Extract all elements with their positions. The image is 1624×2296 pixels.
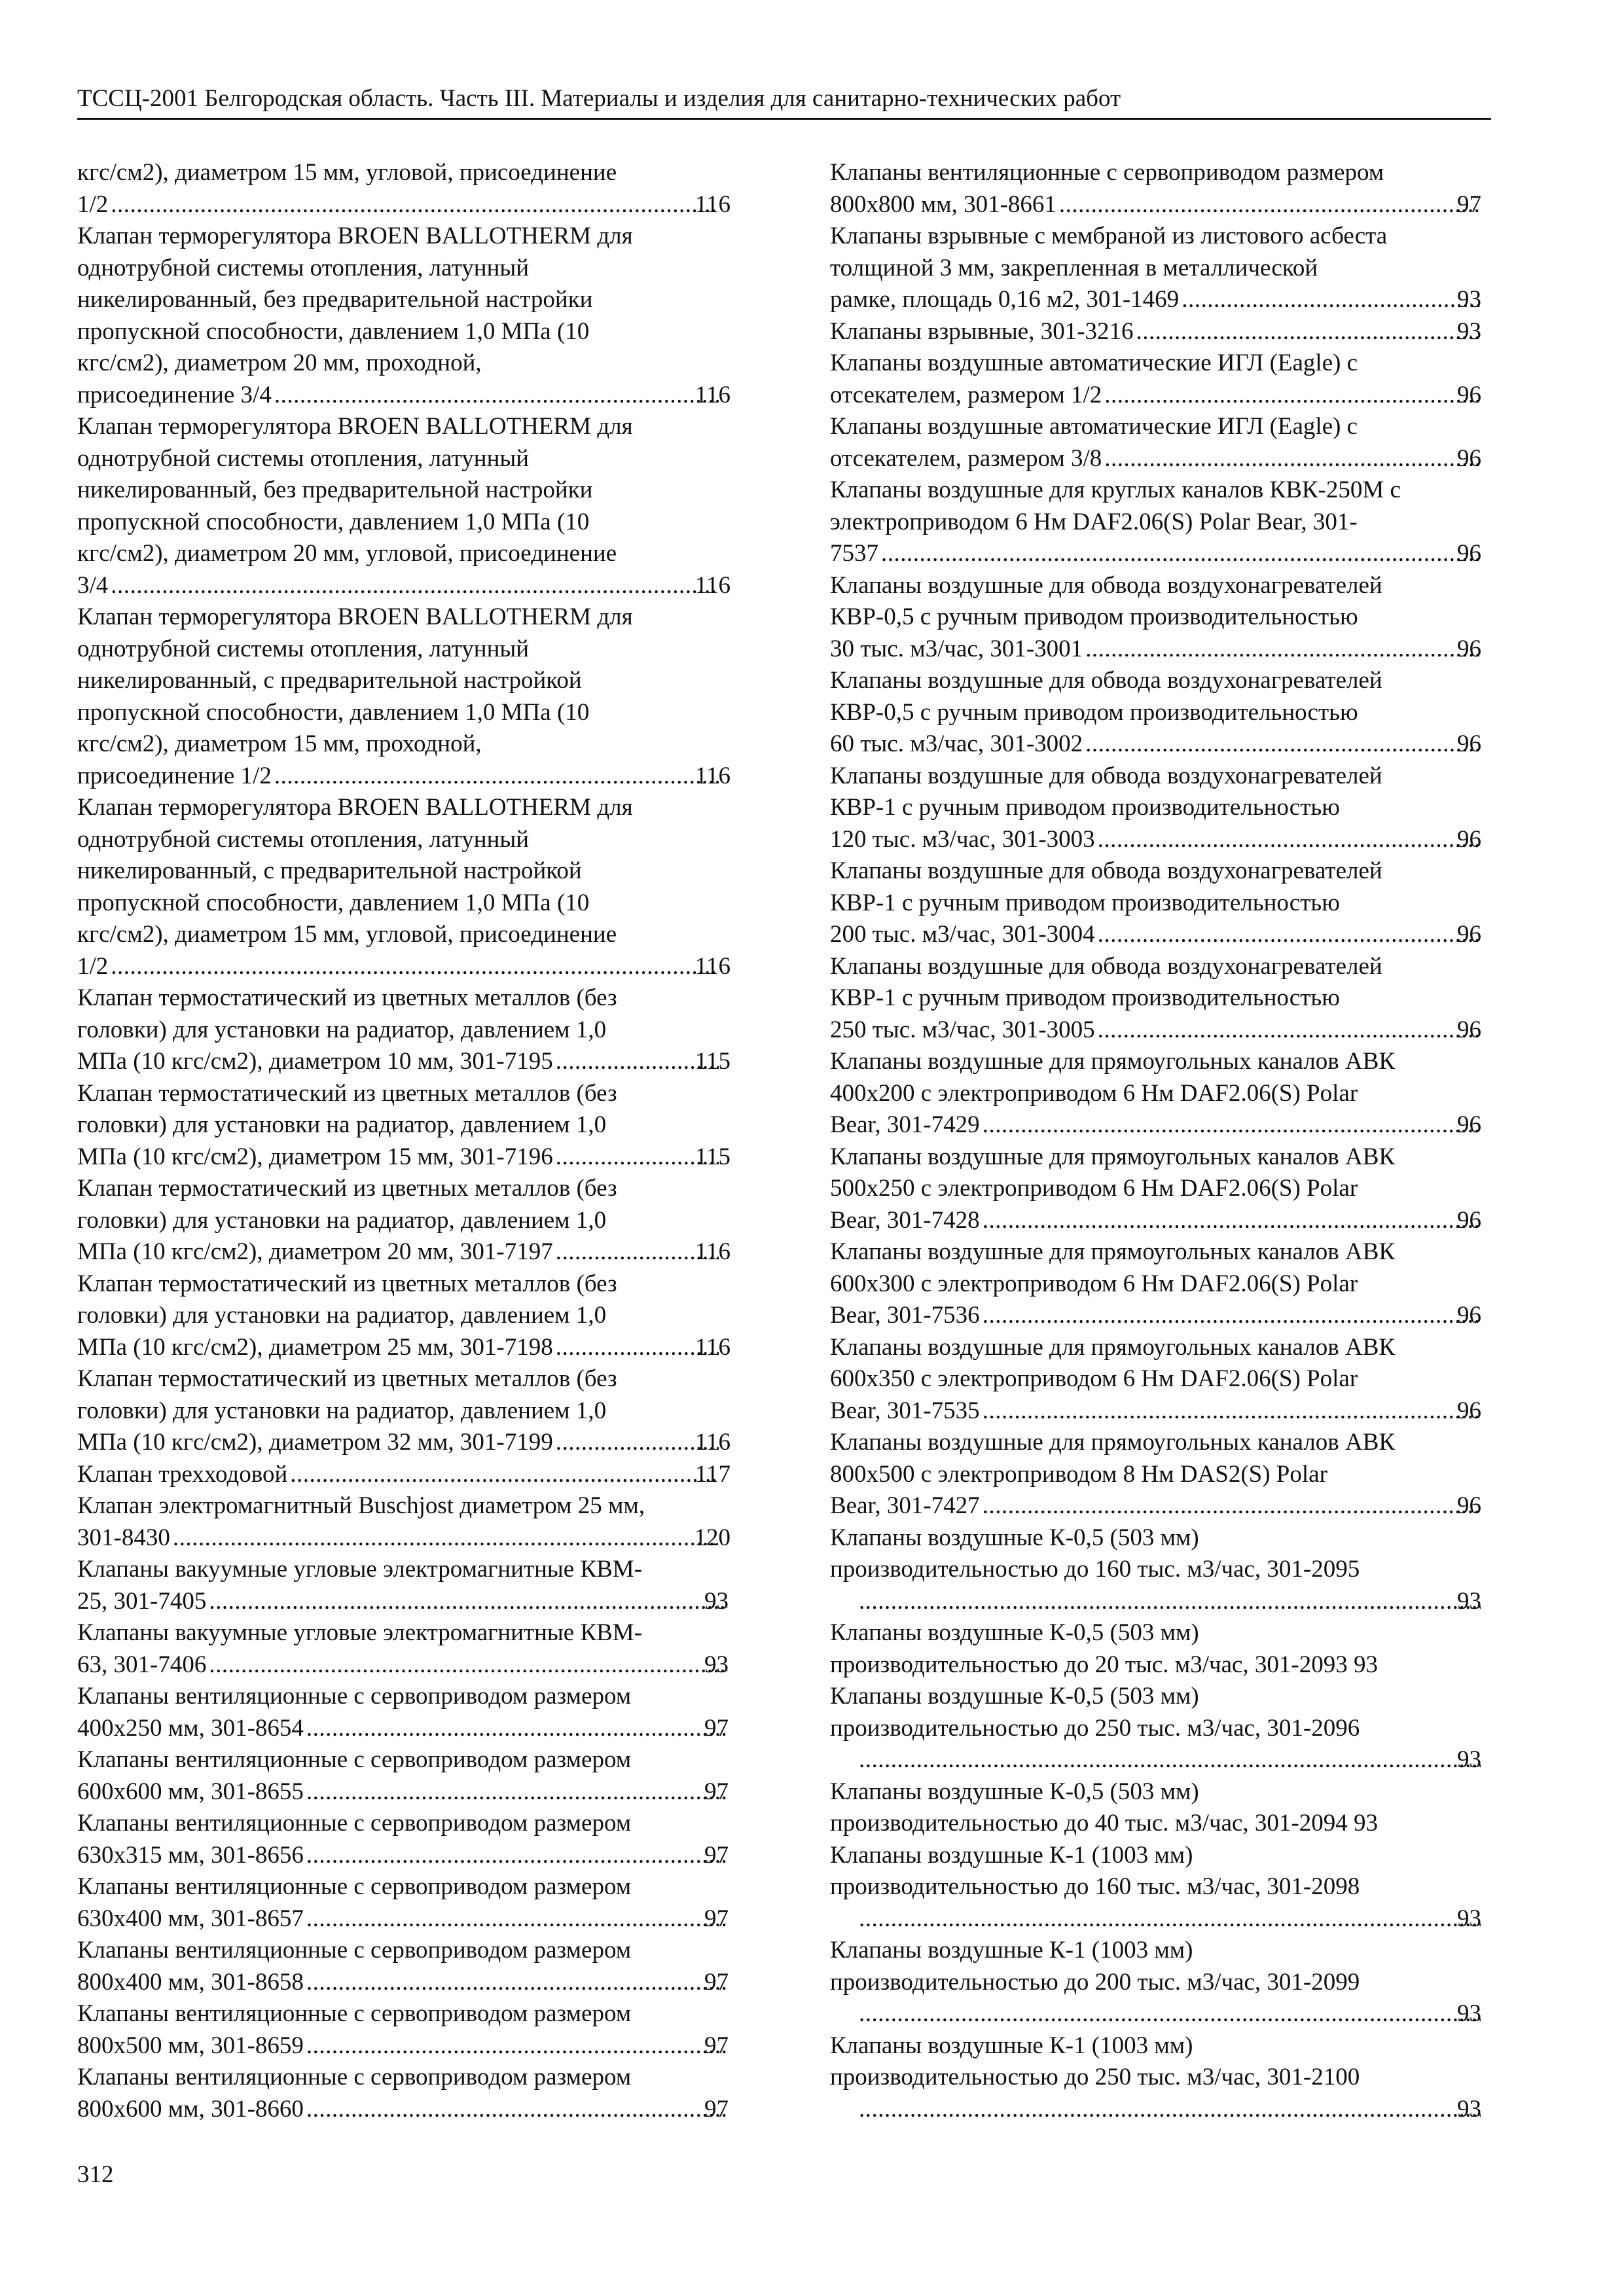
dot-leader <box>306 2094 728 2126</box>
index-entry-page: 116 <box>695 952 731 980</box>
index-entry-text: 25, 301-7405 <box>77 1587 207 1615</box>
dot-leader <box>859 1998 1481 2030</box>
index-entry <box>830 1935 1483 2030</box>
index-entry <box>830 951 1483 1047</box>
index-entry-line: Клапаны воздушные для обвода воздухонагревателей <box>830 667 1382 694</box>
index-entry-line: Клапаны вентиляционные с сервоприводом размером <box>77 2000 632 2027</box>
index-column-right <box>830 157 1483 2125</box>
index-entry <box>77 1459 731 1491</box>
dot-leader <box>1136 316 1481 348</box>
index-entry-text: 800х600 мм, 301-8660 <box>77 2095 304 2123</box>
index-entry-leader-line: ..... 93 <box>856 1903 1483 1935</box>
index-entry-leader-line: Bear, 301-7427 ..... 96 <box>856 1490 1483 1522</box>
index-entry-text: 60 тыс. м3/час, 301-3002 <box>830 730 1083 757</box>
index-entry-leader-line: 60 тыс. м3/час, 301-3002 ..... 96 <box>856 728 1483 761</box>
index-entry-leader-line <box>77 1141 731 1174</box>
dot-leader <box>306 1713 728 1745</box>
index-entry-line: Клапаны вентиляционные с сервоприводом размером <box>77 1937 632 1964</box>
index-entry-line: электроприводом 6 Нм DAF2.06(S) Polar Bear, 301- <box>830 508 1358 535</box>
index-entry-line: однотрубной системы отопления, латунный <box>77 254 530 281</box>
index-entry-leader-line: 25, 301-7405 ..... 93 <box>103 1586 731 1618</box>
index-entry <box>830 570 1483 666</box>
index-entry-leader-line: 63, 301-7406 ..... 93 <box>103 1649 731 1681</box>
dot-leader <box>1104 380 1481 412</box>
index-entry-leader-line <box>77 570 731 602</box>
index-entry-page: 116 <box>695 1238 731 1265</box>
index-entry-text: Bear, 301-7535 <box>830 1397 980 1424</box>
index-entry-text: Bear, 301-7427 <box>830 1492 980 1519</box>
index-entry-text: 630х315 мм, 301-8656 <box>77 1841 304 1869</box>
index-column-left <box>77 157 731 2125</box>
index-entry-line: 600х350 с электроприводом 6 Нм DAF2.06(S) Polar <box>830 1365 1358 1392</box>
index-entry-leader-line: Bear, 301-7428 ..... 96 <box>856 1205 1483 1237</box>
index-entry-line: однотрубной системы отопления, латунный <box>77 444 530 472</box>
dot-leader <box>1085 728 1481 761</box>
index-entry <box>830 411 1483 475</box>
dot-leader <box>306 2030 728 2062</box>
index-entry-leader-line <box>77 761 731 793</box>
index-entry-leader-line: 120 тыс. м3/час, 301-3003 ..... 96 <box>856 824 1483 856</box>
dot-leader <box>306 1840 728 1872</box>
dot-leader <box>1098 824 1481 856</box>
index-entry-leader-line: Клапаны взрывные, 301-3216 ..... 93 <box>856 316 1483 348</box>
dot-leader <box>1182 284 1481 316</box>
index-entry-text: 30 тыс. м3/час, 301-3001 <box>830 635 1083 662</box>
dot-leader <box>1059 189 1481 221</box>
index-entry-page: 120 <box>694 1524 731 1551</box>
index-entry <box>830 1046 1483 1141</box>
index-entry <box>830 761 1483 856</box>
index-entry-line: головки) для установки на радиатор, давлением 1,0 <box>77 1111 607 1138</box>
index-entry-text: 120 тыс. м3/час, 301-3003 <box>830 825 1095 853</box>
index-entry-line: Клапаны воздушные К-0,5 (503 мм) <box>830 1619 1199 1646</box>
index-entry-line: пропускной способности, давлением 1,0 МПа (10 <box>77 889 590 916</box>
index-entry-line: головки) для установки на радиатор, давлением 1,0 <box>77 1016 607 1043</box>
index-entry-text: Bear, 301-7428 <box>830 1206 980 1234</box>
index-entry-line: Клапаны воздушные К-1 (1003 мм) <box>830 1841 1193 1869</box>
index-entry-line: Клапан термостатический из цветных металлов (без <box>77 1270 617 1297</box>
index-entry-text: Bear, 301-7429 <box>830 1111 980 1138</box>
index-entry-line: Клапаны воздушные для обвода воздухонагревателей <box>830 571 1382 599</box>
dot-leader <box>983 1490 1481 1522</box>
dot-leader <box>274 380 719 412</box>
index-entry-page: 116 <box>695 190 731 218</box>
index-entry-line: никелированный, с предварительной настройкой <box>77 857 582 884</box>
index-entry-text: 200 тыс. м3/час, 301-3004 <box>830 921 1095 948</box>
index-entry-line: КВР-1 с ручным приводом производительностью <box>830 984 1340 1011</box>
index-entry <box>830 1427 1483 1522</box>
index-entry-line: производительностью до 200 тыс. м3/час, 301-2099 <box>830 1968 1360 1996</box>
index-entry-line: толщиной 3 мм, закрепленная в металлической <box>830 254 1318 281</box>
index-entry-leader-line: отсекателем, размером 3/8 ..... 96 <box>856 443 1483 475</box>
index-entry-line: Клапаны воздушные К-0,5 (503 мм) <box>830 1683 1199 1710</box>
index-entry <box>830 348 1483 411</box>
index-entry-text: отсекателем, размером 1/2 <box>830 381 1102 408</box>
index-entry-leader-line: 630х400 мм, 301-8657 ..... 97 <box>103 1903 731 1935</box>
index-entry-leader-line <box>77 1459 731 1491</box>
index-entry-line: производительностью до 20 тыс. м3/час, 301-2093 93 <box>830 1651 1378 1678</box>
index-entry-leader-line: 7537 ..... 96 <box>856 538 1483 570</box>
index-entry-leader-line <box>77 189 731 221</box>
index-entry <box>830 1236 1483 1332</box>
dot-leader <box>111 951 719 983</box>
index-entry-line: Клапаны воздушные К-1 (1003 мм) <box>830 1937 1193 1964</box>
dot-leader <box>859 1586 1481 1618</box>
dot-leader <box>859 1903 1481 1935</box>
index-entry-line: Клапаны вакуумные угловые электромагнитные КВМ- <box>77 1619 643 1646</box>
index-entry-leader-line: 600х600 мм, 301-8655 ..... 97 <box>103 1776 731 1808</box>
index-entry-line: никелированный, с предварительной настройкой <box>77 667 582 694</box>
index-entry <box>77 1554 731 1617</box>
dot-leader <box>1098 919 1481 951</box>
index-entry-line: кгс/см2), диаметром 15 мм, проходной, <box>77 730 482 757</box>
index-entry-line: Клапан термостатический из цветных металлов (без <box>77 1365 617 1392</box>
dot-leader <box>111 189 719 221</box>
index-entry-line: головки) для установки на радиатор, давлением 1,0 <box>77 1397 607 1424</box>
index-entry-line: Клапан электромагнитный Buschjost диаметром 25 мм, <box>77 1492 645 1519</box>
index-entry-text: МПа (10 кгс/см2), диаметром 15 мм, 301-7196 <box>77 1143 553 1170</box>
index-entry <box>77 1490 731 1554</box>
index-entry <box>77 157 731 221</box>
index-entry <box>830 475 1483 570</box>
index-entry-line: пропускной способности, давлением 1,0 МПа (10 <box>77 508 590 535</box>
index-entry-text: отсекателем, размером 3/8 <box>830 444 1102 472</box>
index-entry-text: 630х400 мм, 301-8657 <box>77 1905 304 1932</box>
index-entry-line: Клапаны вентиляционные с сервоприводом размером <box>77 1746 632 1773</box>
dot-leader <box>111 570 719 602</box>
index-entry-leader-line <box>77 380 731 412</box>
running-header: ТССЦ-2001 Белгородская область. Часть III. Материалы и изделия для санитарно-технических работ <box>77 85 1121 112</box>
index-entry-leader-line: 200 тыс. м3/час, 301-3004 ..... 96 <box>856 919 1483 951</box>
index-entry-line: производительностью до 250 тыс. м3/час, 301-2096 <box>830 1714 1360 1742</box>
index-entry-line: КВР-0,5 с ручным приводом производительностью <box>830 603 1358 630</box>
index-entry-line: производительностью до 160 тыс. м3/час, 301-2098 <box>830 1873 1360 1900</box>
index-entry-leader-line <box>77 1236 731 1268</box>
index-entry-leader-line: Bear, 301-7535 ..... 96 <box>856 1395 1483 1427</box>
index-entry-line: Клапаны вакуумные угловые электромагнитные КВМ- <box>77 1556 643 1583</box>
index-entry-line: Клапан термостатический из цветных металлов (без <box>77 984 617 1011</box>
index-entry-line: 600х300 с электроприводом 6 Нм DAF2.06(S) Polar <box>830 1270 1358 1297</box>
index-entry <box>77 1744 731 1808</box>
index-entry-leader-line: 800х600 мм, 301-8660 ..... 97 <box>103 2094 731 2126</box>
index-entry-leader-line: 30 тыс. м3/час, 301-3001 ..... 96 <box>856 634 1483 666</box>
dot-leader <box>556 1236 719 1268</box>
dot-leader <box>556 1427 719 1459</box>
dot-leader <box>983 1300 1481 1332</box>
index-entry-text: Клапаны взрывные, 301-3216 <box>830 317 1134 345</box>
index-entry <box>77 982 731 1078</box>
index-entry-line: однотрубной системы отопления, латунный <box>77 635 530 662</box>
index-entry-text: Клапан трехходовой <box>77 1460 288 1488</box>
dot-leader <box>1104 443 1481 475</box>
dot-leader <box>556 1141 719 1174</box>
index-entry-leader-line: Bear, 301-7429 ..... 96 <box>856 1109 1483 1141</box>
dot-leader <box>881 538 1481 570</box>
index-entry-leader-line: ..... 93 <box>856 1586 1483 1618</box>
dot-leader <box>859 2094 1481 2126</box>
index-entry-line: Клапаны взрывные с мембраной из листового асбеста <box>830 223 1388 249</box>
index-entry-text: МПа (10 кгс/см2), диаметром 20 мм, 301-7197 <box>77 1238 553 1265</box>
index-entry-text: 7537 <box>830 540 878 567</box>
index-entry-leader-line <box>77 1522 731 1554</box>
dot-leader <box>983 1205 1481 1237</box>
index-entry-line: Клапаны воздушные для обвода воздухонагревателей <box>830 762 1382 789</box>
index-entry-line: Клапаны воздушные для круглых каналов КВК-250М с <box>830 476 1401 503</box>
index-entry-line: Клапаны вентиляционные с сервоприводом размером <box>77 2064 632 2090</box>
index-entry-leader-line: 250 тыс. м3/час, 301-3005 ..... 96 <box>856 1014 1483 1047</box>
index-entry-leader-line: ..... 93 <box>856 1998 1483 2030</box>
index-entry <box>830 1522 1483 1618</box>
index-entry-page: 116 <box>695 381 731 408</box>
page-number: 312 <box>77 2161 114 2188</box>
index-entry-line: Клапаны вентиляционные с сервоприводом размером <box>830 159 1384 186</box>
dot-leader <box>306 1903 728 1935</box>
index-entry-line: Клапан терморегулятора BROEN BALLOTHERM для <box>77 794 633 821</box>
index-entry-leader-line: Bear, 301-7536 ..... 96 <box>856 1300 1483 1332</box>
index-entry-line: Клапан термостатический из цветных металлов (без <box>77 1079 617 1107</box>
index-entry-text: рамке, площадь 0,16 м2, 301-1469 <box>830 286 1180 313</box>
dot-leader <box>1085 634 1481 666</box>
index-entry <box>77 1871 731 1935</box>
index-entry <box>830 221 1483 316</box>
index-entry <box>77 1617 731 1681</box>
index-entry-leader-line <box>77 1427 731 1459</box>
index-entry-line: Клапаны воздушные автоматические ИГЛ (Eagle) с <box>830 413 1358 440</box>
index-entry-line: Клапан термостатический из цветных металлов (без <box>77 1175 617 1202</box>
index-entry-line: Клапаны вентиляционные с сервоприводом размером <box>77 1810 632 1837</box>
index-entry-text: 63, 301-7406 <box>77 1651 207 1678</box>
index-entry-page: 116 <box>695 1333 731 1361</box>
index-entry-leader-line: 800х500 мм, 301-8659 ..... 97 <box>103 2030 731 2062</box>
dot-leader <box>1098 1014 1481 1047</box>
index-entry-line: головки) для установки на радиатор, давлением 1,0 <box>77 1206 607 1234</box>
index-entry-page: 116 <box>695 1429 731 1456</box>
index-entry-text: 800х400 мм, 301-8658 <box>77 1968 304 1996</box>
index-entry-line: Клапаны вентиляционные с сервоприводом размером <box>77 1873 632 1900</box>
index-entry-text: 3/4 <box>77 571 109 599</box>
index-entry <box>77 1173 731 1268</box>
index-entry-leader-line <box>77 1046 731 1078</box>
index-entry-line: КВР-1 с ручным приводом производительностью <box>830 794 1340 821</box>
index-entry-leader-line: 400х250 мм, 301-8654 ..... 97 <box>103 1713 731 1745</box>
index-entry-page: 116 <box>695 571 731 599</box>
index-entry-text: 400х250 мм, 301-8654 <box>77 1714 304 1742</box>
dot-leader <box>173 1522 718 1554</box>
index-entry <box>77 1998 731 2062</box>
index-entry-leader-line: ..... 93 <box>856 2094 1483 2126</box>
index-entry-line: производительностью до 250 тыс. м3/час, 301-2100 <box>830 2064 1360 2090</box>
index-entry <box>830 1617 1483 1681</box>
index-entry-line: головки) для установки на радиатор, давлением 1,0 <box>77 1302 607 1329</box>
index-entry-line: 400х200 с электроприводом 6 Нм DAF2.06(S) Polar <box>830 1079 1358 1107</box>
index-entry-text: 800х500 мм, 301-8659 <box>77 2032 304 2059</box>
index-entry-leader-line: 800х400 мм, 301-8658 ..... 97 <box>103 1967 731 1999</box>
index-entry-text: 1/2 <box>77 190 109 218</box>
index-entry <box>77 221 731 411</box>
index-entry <box>830 1141 1483 1237</box>
index-entry <box>77 1078 731 1174</box>
index-entry <box>830 665 1483 761</box>
index-entry-line: 500х250 с электроприводом 6 Нм DAF2.06(S) Polar <box>830 1175 1358 1202</box>
index-entry-line: пропускной способности, давлением 1,0 МПа (10 <box>77 317 590 345</box>
index-entry-line: кгс/см2), диаметром 15 мм, угловой, присоединение <box>77 921 617 948</box>
index-entry-line: КВР-1 с ручным приводом производительностью <box>830 889 1340 916</box>
index-entry-leader-line: отсекателем, размером 1/2 ..... 96 <box>856 380 1483 412</box>
index-entry-line: Клапаны воздушные К-0,5 (503 мм) <box>830 1524 1199 1551</box>
dot-leader <box>556 1332 719 1364</box>
dot-leader <box>274 761 719 793</box>
index-entry <box>77 1681 731 1744</box>
index-entry-text: присоединение 1/2 <box>77 762 272 789</box>
index-entry-line: Клапаны воздушные для прямоугольных каналов АВК <box>830 1048 1396 1075</box>
index-entry-text: 600х600 мм, 301-8655 <box>77 1778 304 1805</box>
index-entry-line: Клапаны вентиляционные с сервоприводом размером <box>77 1683 632 1710</box>
index-entry-line: Клапаны воздушные для прямоугольных каналов АВК <box>830 1333 1396 1361</box>
index-entry <box>830 157 1483 221</box>
index-entry-line: КВР-0,5 с ручным приводом производительностью <box>830 698 1358 726</box>
index-entry-line: Клапаны воздушные для прямоугольных каналов АВК <box>830 1238 1396 1265</box>
index-entry-page: 115 <box>695 1048 731 1075</box>
index-entry <box>77 1935 731 1998</box>
dot-leader <box>983 1395 1481 1427</box>
index-entry-line: Клапаны воздушные для обвода воздухонагревателей <box>830 952 1382 980</box>
index-entry <box>830 1332 1483 1427</box>
index-entry-line: пропускной способности, давлением 1,0 МПа (10 <box>77 698 590 726</box>
index-entry-line: Клапаны воздушные К-1 (1003 мм) <box>830 2032 1193 2059</box>
index-entry-text: Bear, 301-7536 <box>830 1302 980 1329</box>
index-entry-text: 800х800 мм, 301-8661 <box>830 190 1056 218</box>
index-entry-line: Клапаны воздушные для обвода воздухонагревателей <box>830 857 1382 884</box>
dot-leader <box>290 1459 719 1491</box>
index-entry <box>830 2030 1483 2126</box>
index-entry <box>77 1808 731 1871</box>
index-entry-page: 117 <box>695 1460 731 1488</box>
index-entry <box>830 1840 1483 1935</box>
index-entry <box>830 1681 1483 1776</box>
index-entry <box>77 1363 731 1459</box>
index-entry-line: кгс/см2), диаметром 20 мм, угловой, присоединение <box>77 540 617 567</box>
index-entry-text: МПа (10 кгс/см2), диаметром 10 мм, 301-7195 <box>77 1048 553 1075</box>
index-entry <box>830 316 1483 348</box>
index-entry-line: Клапаны воздушные для прямоугольных каналов АВК <box>830 1143 1396 1170</box>
index-entry <box>77 411 731 601</box>
dot-leader <box>209 1586 728 1618</box>
index-entry-line: Клапан терморегулятора BROEN BALLOTHERM для <box>77 413 633 440</box>
index-entry-leader-line: рамке, площадь 0,16 м2, 301-1469 ..... 93 <box>856 284 1483 316</box>
index-entry-line: Клапан терморегулятора BROEN BALLOTHERM для <box>77 603 633 630</box>
index-entry-line: производительностью до 160 тыс. м3/час, 301-2095 <box>830 1556 1360 1583</box>
index-entry-text: 1/2 <box>77 952 109 980</box>
index-entry-line: Клапаны воздушные К-0,5 (503 мм) <box>830 1778 1199 1805</box>
index-entry-leader-line: 630х315 мм, 301-8656 ..... 97 <box>103 1840 731 1872</box>
index-entry <box>830 855 1483 951</box>
index-entry-line: производительностью до 40 тыс. м3/час, 301-2094 93 <box>830 1810 1378 1837</box>
index-entry-line: кгс/см2), диаметром 20 мм, проходной, <box>77 350 482 376</box>
index-entry <box>77 1268 731 1364</box>
index-entry-text: присоединение 3/4 <box>77 381 272 408</box>
index-entry-line: кгс/см2), диаметром 15 мм, угловой, присоединение <box>77 159 617 186</box>
dot-leader <box>306 1776 728 1808</box>
index-entry-leader-line <box>77 951 731 983</box>
index-entry-text: МПа (10 кгс/см2), диаметром 25 мм, 301-7198 <box>77 1333 553 1361</box>
index-entry-page: 115 <box>695 1143 731 1170</box>
index-entry-line: 800х500 с электроприводом 8 Нм DAS2(S) Polar <box>830 1460 1327 1488</box>
index-entry-line: никелированный, без предварительной настройки <box>77 286 593 313</box>
index-entry-leader-line <box>77 1332 731 1364</box>
index-entry-text: 250 тыс. м3/час, 301-3005 <box>830 1016 1095 1043</box>
index-entry-line: Клапаны воздушные для прямоугольных каналов АВК <box>830 1429 1396 1456</box>
index-entry <box>77 2062 731 2125</box>
index-entry <box>830 1776 1483 1840</box>
index-entry-page: 116 <box>695 762 731 789</box>
index-entry-text: МПа (10 кгс/см2), диаметром 32 мм, 301-7199 <box>77 1429 553 1456</box>
dot-leader <box>556 1046 719 1078</box>
dot-leader <box>209 1649 728 1681</box>
index-entry-leader-line: 800х800 мм, 301-8661 ..... 97 <box>856 189 1483 221</box>
index-entry-line: Клапаны воздушные автоматические ИГЛ (Eagle) с <box>830 350 1358 376</box>
index-entry <box>77 601 731 792</box>
index-entry-line: Клапан терморегулятора BROEN BALLOTHERM для <box>77 223 633 249</box>
index-entry <box>77 792 731 982</box>
header-rule <box>77 118 1491 120</box>
index-entry-line: никелированный, без предварительной настройки <box>77 476 593 503</box>
index-entry-leader-line: ..... 93 <box>856 1744 1483 1776</box>
dot-leader <box>983 1109 1481 1141</box>
dot-leader <box>859 1744 1481 1776</box>
index-entry-text: 301-8430 <box>77 1524 170 1551</box>
index-entry-line: однотрубной системы отопления, латунный <box>77 825 530 853</box>
dot-leader <box>306 1967 728 1999</box>
